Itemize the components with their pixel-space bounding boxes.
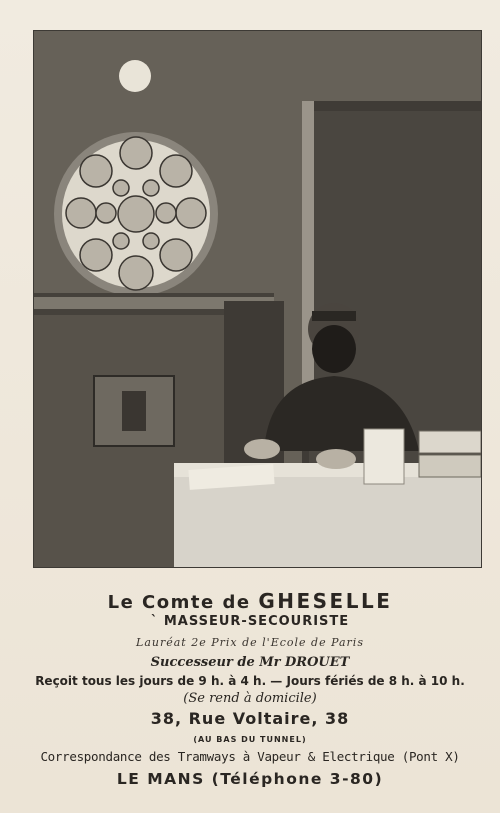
- successor-line: Successeur de Mr DROUET: [150, 655, 350, 670]
- hours-line: Reçoit tous les jours de 9 h. à 4 h. — Jours fériés de 8 h. à 10 h.: [35, 674, 465, 688]
- home-visits-line: (Se rend à domicile): [183, 691, 317, 706]
- photo-illustration: [34, 31, 481, 567]
- address-note-line: (AU BAS DU TUNNEL): [193, 735, 307, 744]
- title-name: GHESELLE: [258, 589, 393, 613]
- city-phone-line: LE MANS (Téléphone 3-80): [116, 770, 384, 788]
- tramway-line: Correspondance des Tramways à Vapeur & Electrique (Pont X): [40, 749, 460, 764]
- profession-line: ` MASSEUR-SECOURISTE: [150, 614, 350, 629]
- title-prefix: Le Comte de: [107, 592, 259, 613]
- address-line: 38, Rue Voltaire, 38: [150, 709, 350, 728]
- title-line: [0, 589, 500, 613]
- portrait-photograph: [33, 30, 482, 568]
- award-line: Lauréat 2e Prix de l'Ecole de Paris: [136, 636, 364, 649]
